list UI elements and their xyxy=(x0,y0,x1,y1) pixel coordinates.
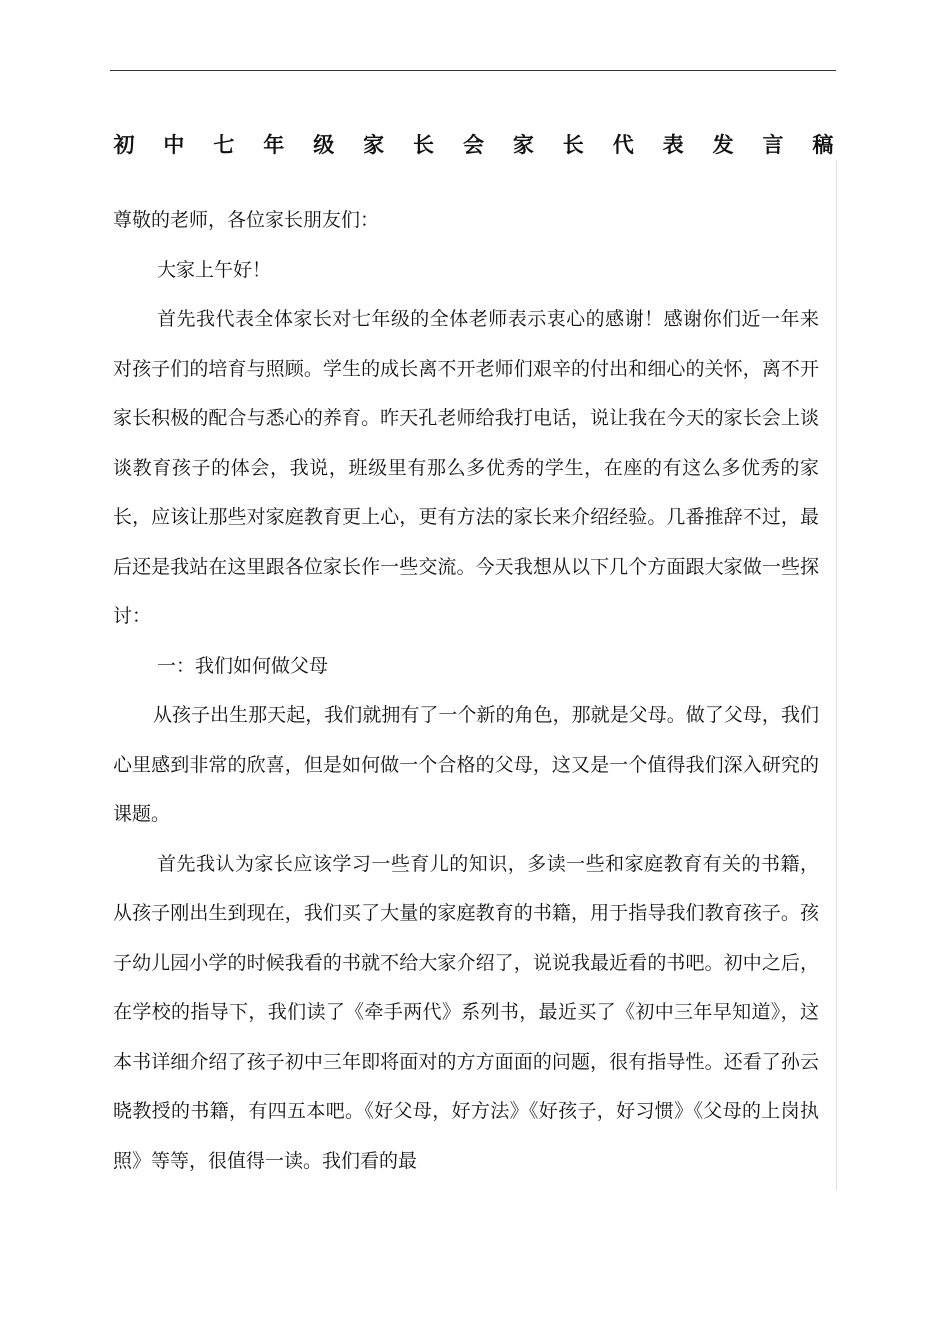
title-char: 长 xyxy=(562,132,584,157)
title-char: 表 xyxy=(662,132,684,157)
title-char: 发 xyxy=(712,132,734,157)
title-char: 级 xyxy=(313,132,335,157)
title-char: 中 xyxy=(163,132,185,157)
salutation: 尊敬的老师，各位家长朋友们： xyxy=(113,209,380,231)
margin-rule xyxy=(836,160,837,1190)
section-heading: 一：我们如何做父母 xyxy=(157,654,329,677)
title-char: 初 xyxy=(113,132,135,157)
document-title xyxy=(113,128,834,160)
title-char: 家 xyxy=(512,132,534,157)
greeting: 大家上午好！ xyxy=(157,258,272,281)
title-char: 会 xyxy=(462,132,484,157)
title-char: 七 xyxy=(213,132,235,157)
paragraph-role: 从孩子出生那天起，我们就拥有了一个新的角色，那就是父母。做了父母，我们心里感到非常的欣喜，但是如何做一个合格的父母，这又是一个值得我们深入研究的课题。 xyxy=(113,704,819,825)
title-char: 年 xyxy=(263,132,285,157)
paragraph-thanks: 首先我代表全体家长对七年级的全体老师表示衷心的感谢！感谢你们近一年来对孩子们的培育与照顾。学生的成长离不开老师们艰辛的付出和细心的关怀，离不开家长积极的配合与悉心的养育。昨天孔老师给我打电话，说让我在今天的家长会上谈谈教育孩子的体会，我说，班级里有那么多优秀的学生，在座的有这么多优秀的家长，应该让那些对家庭教育更上心，更有方法的家长来介绍经验。几番推辞不过，最后还是我站在这里跟各位家长作一些交流。今天我想从以下几个方面跟大家做一些探讨： xyxy=(113,308,819,627)
paragraph-reading: 首先我认为家长应该学习一些育儿的知识，多读一些和家庭教育有关的书籍，从孩子刚出生到现在，我们买了大量的家庭教育的书籍，用于指导我们教育孩子。孩子幼儿园小学的时候我看的书就不给大家介绍了，说说我最近看的书吧。初中之后，在学校的指导下，我们读了《牵手两代》系列书，最近买了《初中三年早知道》，这本书详细介绍了孩子初中三年即将面对的方方面面的问题，很有指导性。还看了孙云晓教授的书籍，有四五本吧。《好父母，好方法》《好孩子，好习惯》《父母的上岗执照》等等，很值得一读。我们看的最 xyxy=(113,852,819,1172)
header-rule xyxy=(110,70,836,71)
title-char: 代 xyxy=(612,132,634,157)
title-char: 言 xyxy=(762,132,784,157)
document-body xyxy=(113,196,819,1186)
title-char: 稿 xyxy=(812,132,834,157)
title-char: 长 xyxy=(413,132,435,157)
title-char: 家 xyxy=(363,132,385,157)
